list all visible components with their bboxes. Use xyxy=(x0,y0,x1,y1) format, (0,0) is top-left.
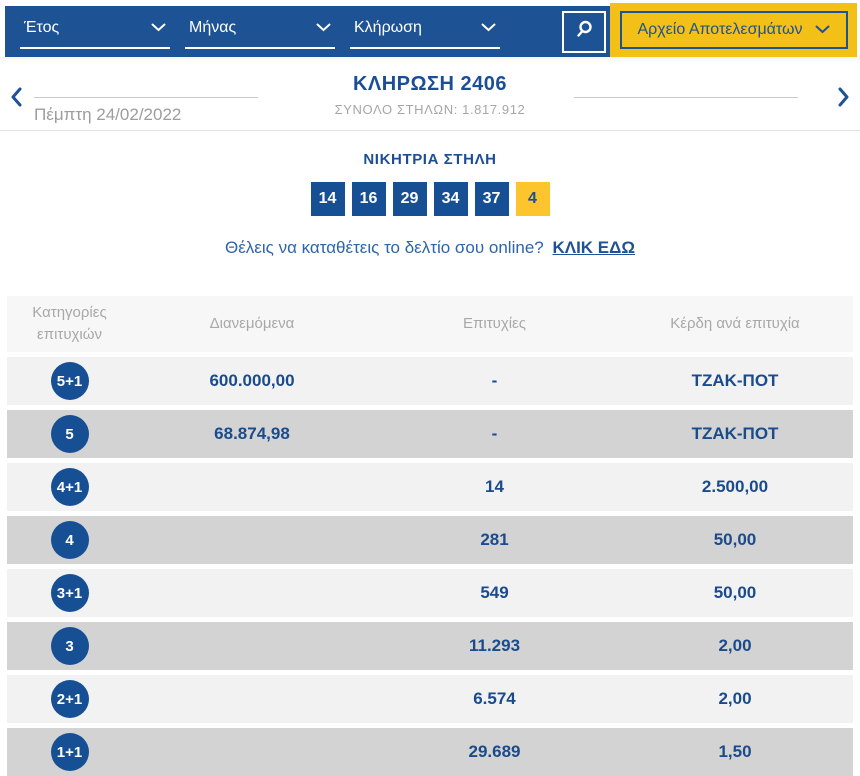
filter-bar xyxy=(0,0,860,57)
winners-value: 14 xyxy=(485,477,504,496)
distributed-value: 68.874,98 xyxy=(214,424,290,443)
archive-panel xyxy=(610,3,857,57)
results-table xyxy=(0,296,860,776)
table-row xyxy=(7,463,853,511)
category-badge: 5 xyxy=(51,415,89,453)
table-row xyxy=(7,675,853,723)
table-row xyxy=(7,516,853,564)
chevron-down-icon xyxy=(815,21,830,39)
winning-column-section xyxy=(0,131,860,296)
distributed-value: 600.000,00 xyxy=(209,371,295,390)
number-ball: 37 xyxy=(475,182,509,216)
divider-line xyxy=(574,97,798,98)
table-header-row xyxy=(7,296,853,352)
draw-dropdown[interactable] xyxy=(350,15,500,49)
previous-draw-button[interactable] xyxy=(10,87,22,112)
prize-value: 1,50 xyxy=(718,742,752,761)
winning-column-title: ΝΙΚΗΤΡΙΑ ΣΤΗΛΗ xyxy=(363,151,497,168)
category-badge: 5+1 xyxy=(51,362,89,400)
chevron-down-icon xyxy=(316,19,331,37)
prize-value: 2,00 xyxy=(718,636,752,655)
year-dropdown-label: Έτος xyxy=(24,18,60,36)
winners-value: - xyxy=(491,371,498,390)
number-ball: 34 xyxy=(434,182,468,216)
category-badge: 1+1 xyxy=(51,733,89,771)
month-dropdown[interactable] xyxy=(185,15,335,49)
table-row xyxy=(7,357,853,405)
total-columns: ΣΥΝΟΛΟ ΣΤΗΛΩΝ: 1.817.912 xyxy=(334,102,526,117)
draw-title: ΚΛΗΡΩΣΗ 2406 xyxy=(352,73,508,95)
category-badge: 4+1 xyxy=(51,468,89,506)
number-ball: 29 xyxy=(393,182,427,216)
draw-date: Πέμπτη 24/02/2022 xyxy=(34,105,182,124)
table-row xyxy=(7,569,853,617)
prize-value: 50,00 xyxy=(713,583,757,602)
joker-number-ball: 4 xyxy=(516,182,550,216)
previous-draw-info xyxy=(34,97,258,125)
draw-dropdown-label: Κλήρωση xyxy=(354,18,422,36)
divider-line xyxy=(34,97,258,98)
winners-value: - xyxy=(491,424,498,443)
winners-value: 549 xyxy=(480,583,509,602)
winners-value: 11.293 xyxy=(468,636,521,655)
prize-value: ΤΖΑΚ-ΠΟΤ xyxy=(691,371,779,390)
next-draw-info xyxy=(574,97,798,98)
search-button[interactable] xyxy=(562,11,606,53)
month-dropdown-label: Μήνας xyxy=(189,18,237,36)
column-header-prize: Κέρδη ανά επιτυχία xyxy=(670,315,800,333)
online-cta-text: Θέλεις να καταθέτεις το δελτίο σου online? xyxy=(225,238,544,257)
column-header-distributed: Διανεμόμενα xyxy=(209,315,295,333)
prize-value: ΤΖΑΚ-ΠΟΤ xyxy=(691,424,779,443)
table-row xyxy=(7,622,853,670)
chevron-down-icon xyxy=(151,19,166,37)
category-badge: 3 xyxy=(51,627,89,665)
archive-results-button[interactable] xyxy=(620,11,848,49)
draw-header xyxy=(0,57,860,131)
click-here-link[interactable]: ΚΛΙΚ ΕΔΩ xyxy=(552,238,635,257)
winners-value: 29.689 xyxy=(468,742,521,761)
chevron-down-icon xyxy=(481,19,496,37)
winners-value: 6.574 xyxy=(473,689,516,708)
table-row xyxy=(7,410,853,458)
winning-numbers xyxy=(0,182,860,216)
prize-value: 2,00 xyxy=(718,689,752,708)
number-ball: 16 xyxy=(352,182,386,216)
prize-value: 2.500,00 xyxy=(701,477,769,496)
online-cta xyxy=(0,238,860,258)
category-badge: 4 xyxy=(51,521,89,559)
category-badge: 2+1 xyxy=(51,680,89,718)
number-ball: 14 xyxy=(311,182,345,216)
column-header-categories: Κατηγορίες επιτυχιών xyxy=(32,304,107,343)
prize-value: 50,00 xyxy=(713,530,757,549)
year-dropdown[interactable] xyxy=(20,15,170,49)
category-badge: 3+1 xyxy=(51,574,89,612)
winners-value: 281 xyxy=(480,530,509,549)
column-header-winners: Επιτυχίες xyxy=(463,315,526,333)
next-draw-button[interactable] xyxy=(838,87,850,112)
search-icon xyxy=(574,19,594,44)
archive-results-label: Αρχείο Αποτελεσμάτων xyxy=(637,21,803,38)
table-row xyxy=(7,728,853,776)
filter-bar-blue xyxy=(5,6,610,57)
